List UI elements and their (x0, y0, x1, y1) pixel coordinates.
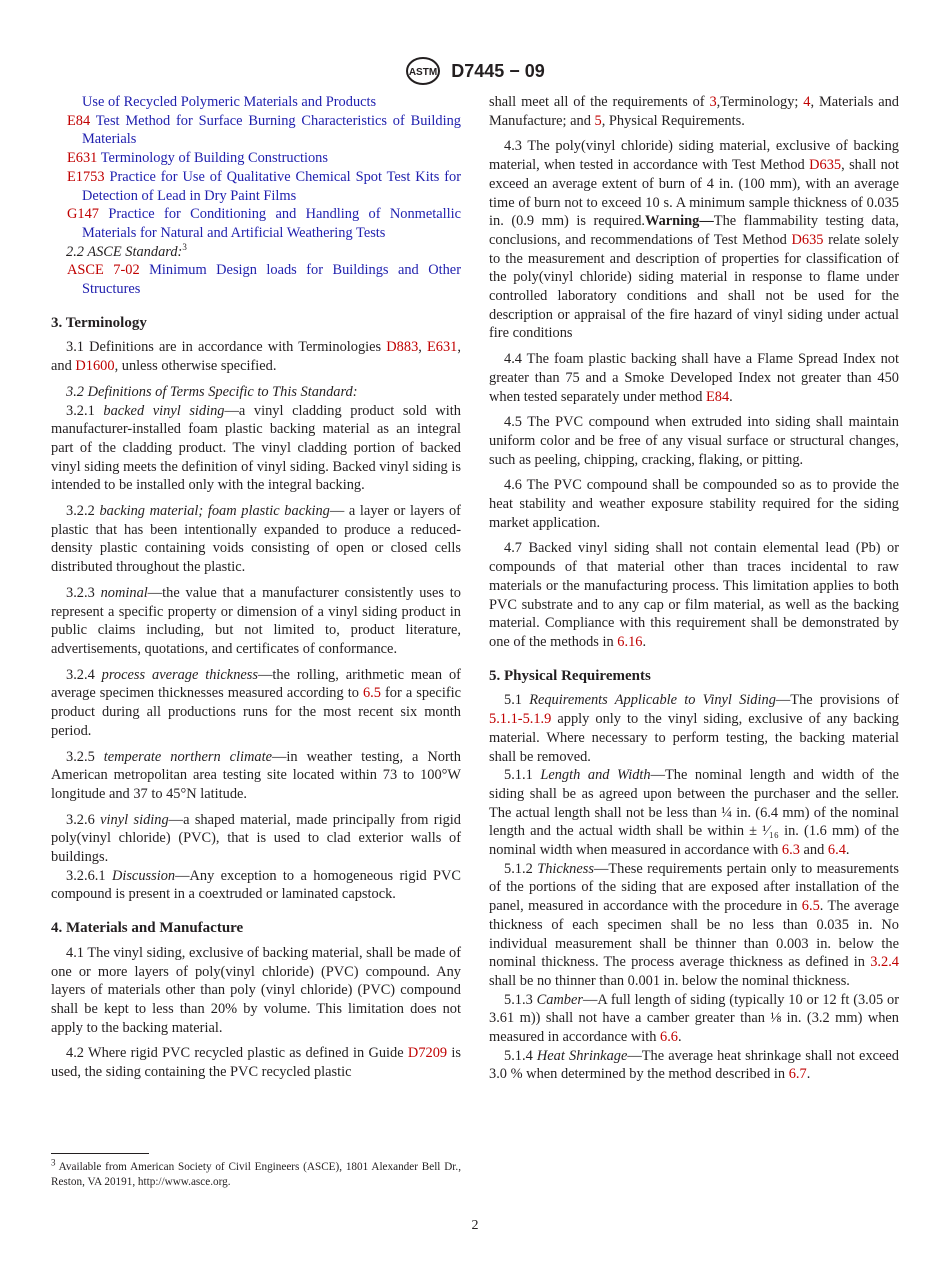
reference-link[interactable]: 3.2.4 (870, 954, 899, 971)
reference-link[interactable]: 4 (803, 94, 811, 110)
reference-link[interactable]: 5 (594, 112, 602, 129)
para-4-2: 4.2 Where rigid PVC recycled plastic as defined in Guide D7209 is used, the siding containing the PVC recycled plastic (51, 1045, 461, 1081)
reference-link[interactable]: 6.5 (362, 685, 381, 702)
reference-item: Use of Recycled Polymeric Materials and Products (82, 94, 377, 110)
footnote: $^3$ Available from American Society of Civil Engineers (ASCE), 1801 Alexander Bell Dr., Reston, VA 20191, http://www.asce.org. (51, 1157, 461, 1188)
reference-item: G147 Practice for Conditioning and Handling of Nonmetallic Materials for Natural and Artificial Weathering Tests (67, 206, 461, 241)
section-3-title: 3. Terminology (51, 314, 147, 331)
reference-link[interactable]: 6.7 (788, 1066, 807, 1083)
section-5-title: 5. Physical Requirements (489, 667, 651, 684)
section-4-title: 4. Materials and Manufacture (51, 920, 244, 937)
page-number: 2 (471, 1218, 479, 1233)
reference-link[interactable]: D635 (809, 157, 842, 174)
para-3-1: 3.1 Definitions are in accordance with Terminologies D883, E631, and D1600, unless otherwise specified. (51, 339, 461, 375)
asce-heading: 2.2 ASCE Standard:$^3$ (66, 241, 187, 260)
reference-link[interactable]: ASCE 7-02 (67, 262, 140, 279)
para-5-1-2: 5.1.2 Thickness—These requirements pertain only to measurements of the portions of the siding that are exposed after installation of the panel, measured in accordance with the procedure in 6.5. The average thickness of each specimen shall be no less than 0.035 in. No individual measurement shall be thinner than 0.003 in. below the nominal thickness. The process average thickness as defined in 3.2.4 shall be no thinner than 0.001 in. below the nominal thickness. (489, 860, 899, 989)
reference-item: E1753 Practice for Use of Qualitative Chemical Spot Test Kits for Detection of Lead in Dry Paint Films (67, 168, 461, 204)
para-3-2-5: 3.2.5 temperate northern climate—in weather testing, a North American metropolitan area testing site located within 73 to 100°W longitude and 37 to 45°N latitude. (51, 748, 461, 802)
reference-link[interactable]: D635 (791, 231, 824, 248)
reference-item: E631 Terminology of Building Constructions (67, 150, 328, 167)
reference-link[interactable]: E631 (426, 339, 458, 356)
svg-text:ASTM: ASTM (409, 67, 438, 78)
para-3-2-2: 3.2.2 backing material; foam plastic backing— a layer or layers of plastic that has been intentionally expanded to produce a reduced-density plastic containing voids consisting of open or closed cells distributed throughout the plastic. (51, 503, 461, 576)
page-header (0, 56, 950, 86)
reference-link[interactable]: D7209 (407, 1045, 448, 1062)
reference-link[interactable]: G147 (67, 206, 99, 223)
reference-link[interactable]: 3 (709, 94, 717, 110)
para-5-1-4: 5.1.4 Heat Shrinkage—The average heat shrinkage shall not exceed 3.0 % when determined by the method described in 6.7. (489, 1047, 899, 1083)
para-4-3: 4.3 The poly(vinyl chloride) siding material, exclusive of backing material, when tested in accordance with Test Method D635, shall not exceed an average extent of burn of 4 in. (100 mm), with an average time of burn not to exceed 10 s. A minimum sample thickness of 0.035 in. (0.9 mm) is required.Warning—The flammability testing data, conclusions, and recommendations of Test Method D635 relate solely to the measurement and description of properties for classification of the poly(vinyl chloride) siding material in response to flame under controlled laboratory conditions and shall not be used for the description or appraisal of the fire hazard of vinyl siding under actual fire conditions (489, 138, 899, 342)
reference-link[interactable]: E84 (67, 112, 91, 129)
reference-link[interactable]: 6.5 (801, 898, 820, 915)
reference-link[interactable]: D883 (386, 339, 419, 356)
reference-link[interactable]: 6.6 (660, 1029, 679, 1046)
para-3-2-6-1: 3.2.6.1 Discussion—Any exception to a homogeneous rigid PVC compound is present in a coextruded or laminated capstock. (51, 867, 462, 903)
para-4-2-continued: shall meet all of the requirements of 3,Terminology; 4, Materials and Manufacture; and 5, Physical Requirements. (489, 94, 900, 129)
reference-link[interactable]: 6.4 (827, 842, 846, 859)
reference-link[interactable]: D1600 (75, 358, 115, 375)
reference-link[interactable]: 6.16 (617, 633, 643, 650)
left-column (51, 93, 461, 1082)
footnote-rule (51, 1153, 149, 1154)
reference-item: E84 Test Method for Surface Burning Characteristics of Building Materials (67, 112, 461, 148)
para-4-4: 4.4 The foam plastic backing shall have a Flame Spread Index not greater than 75 and a Smoke Developed Index not greater than 450 when tested separately under method E84. (489, 351, 899, 405)
para-3-2-4: 3.2.4 process average thickness—the rolling, arithmetic mean of average specimen thicknesses measured according to 6.5 for a specific product during all productions runs for the most recent six month period. (51, 666, 461, 739)
para-3-2-1: 3.2.1 backed vinyl siding—a vinyl cladding product sold with manufacturer-installed foam plastic backing material as an integral part of the cladding product. The vinyl cladding portion of backed vinyl siding meets the definition of vinyl siding. Backed vinyl siding is intended to be installed only with the integral backing. (51, 402, 461, 494)
reference-link[interactable]: E1753 (67, 168, 105, 185)
astm-logo-icon (405, 56, 441, 86)
standard-designation: D7445 − 09 (451, 60, 545, 81)
para-3-2: 3.2 Definitions of Terms Specific to This Standard: (66, 383, 358, 400)
reference-item: ASCE 7-02 Minimum Design loads for Buildings and Other Structures (67, 262, 461, 298)
para-3-2-6: 3.2.6 vinyl siding—a shaped material, made principally from rigid poly(vinyl chloride) (PVC), that is used to clad exterior walls of buildings. (51, 811, 461, 866)
para-5-1: 5.1 Requirements Applicable to Vinyl Siding—The provisions of 5.1.1-5.1.9 apply only to the vinyl siding, exclusive of any backing material. Where necessary to perform testing, the backing material shall be removed. (489, 692, 899, 765)
para-4-1: 4.1 The vinyl siding, exclusive of backing material, shall be made of one or more layers of poly(vinyl chloride) (PVC) compound. Any layers of materials other than poly (vinyl chloride) (PVC) compound shall be kept to less than 20% by volume. This limitation does not apply to the backing material. (51, 944, 461, 1036)
reference-link[interactable]: E631 (67, 150, 98, 167)
para-4-6: 4.6 The PVC compound shall be compounded so as to provide the heat stability and weather exposure stability required for the siding market application. (489, 477, 899, 531)
reference-link[interactable]: 5.1.1-5.1.9 (489, 711, 552, 728)
para-3-2-3: 3.2.3 nominal—the value that a manufacturer consistently uses to represent a specific property or dimension of a vinyl siding product in public claims including, but not limited to, product literature, advertisements, quotations, and certificates of conformance. (51, 584, 461, 657)
para-4-7: 4.7 Backed vinyl siding shall not contain elemental lead (Pb) or compounds of that material other than traces incidental to raw materials or the manufacturing process. This limitation applies to both PVC substrate and to any cap or film material, as well as the backing material. Compliance with this requirement shall be demonstrated by one of the methods in 6.16. (489, 540, 899, 650)
reference-link[interactable]: 6.3 (781, 842, 800, 859)
right-column (489, 93, 899, 1084)
para-5-1-1: 5.1.1 Length and Width—The nominal length and width of the siding shall be as agreed upon between the purchaser and the seller. The actual length shall not be less than ¼ in. (6.4 mm) of the nominal length and the actual width shall be within ± ¹⁄₁₆ in. (1.6 mm) of the nominal width when measured in accordance with 6.3 and 6.4. (489, 767, 899, 859)
reference-link[interactable]: E84 (705, 388, 730, 405)
para-5-1-3: 5.1.3 Camber—A full length of siding (typically 10 or 12 ft (3.05 or 3.61 m)) shall not have a camber greater than ⅛ in. (3.2 mm) when measured in accordance with 6.6. (489, 991, 899, 1046)
para-4-5: 4.5 The PVC compound when extruded into siding shall maintain uniform color and be free of any visual surface or structural changes, such as peeling, chipping, cracking, flaking, or pitting. (489, 414, 899, 468)
